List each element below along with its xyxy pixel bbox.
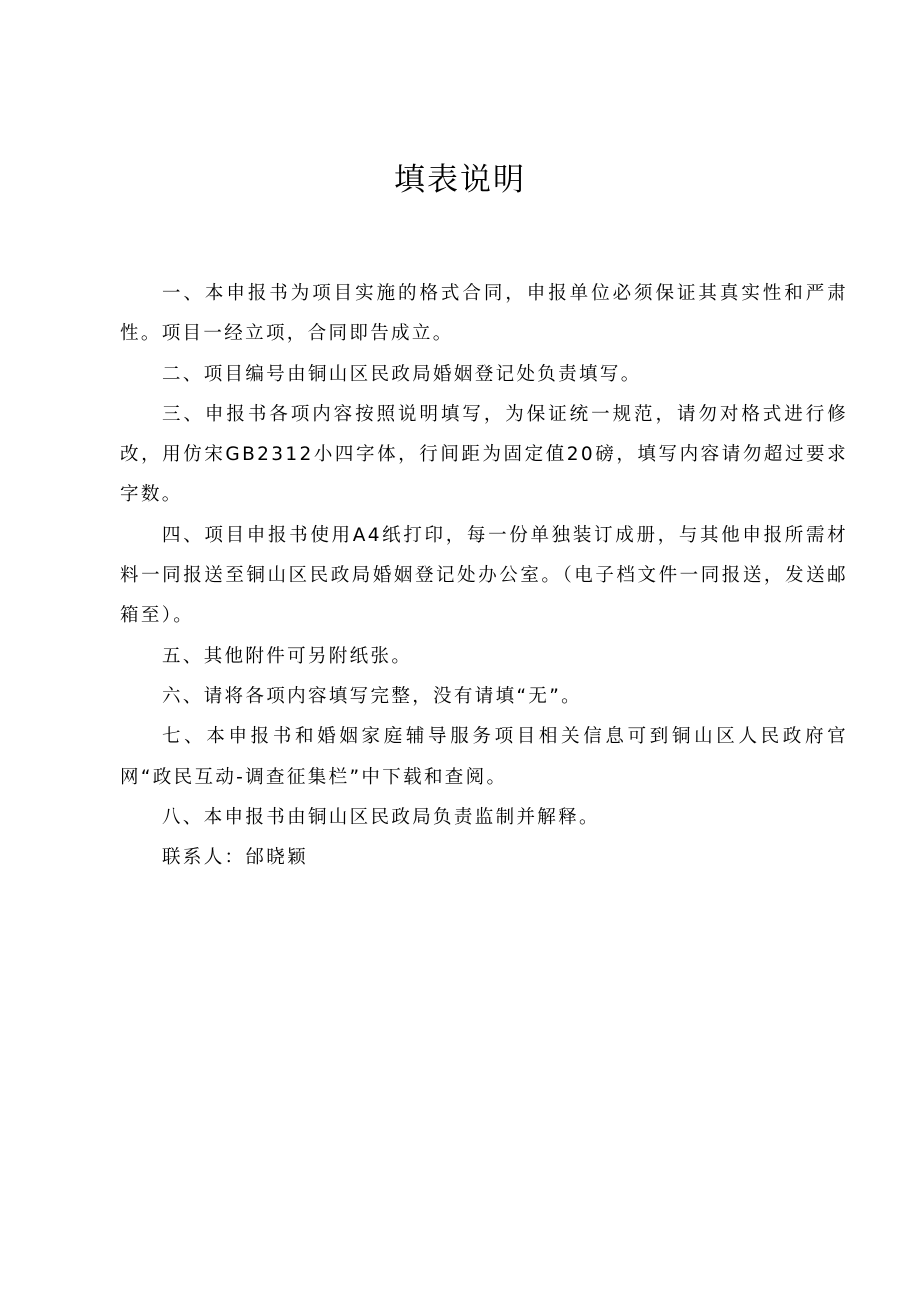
instruction-paragraph-8: 八、本申报书由铜山区民政局负责监制并解释。 [162,806,600,828]
document-title: 填表说明 [394,162,526,198]
instruction-paragraph-5: 五、其他附件可另附纸张。 [162,645,413,667]
instruction-paragraph-3: 三、申报书各项内容按照说明填写，为保证统一规范，请勿对格式进行修改，用仿宋GB2312小四字体，行间距为固定值20磅，填写内容请勿超过要求字数。 [120,403,848,506]
contact-label: 联系人： [162,847,246,869]
instruction-paragraph-4: 四、项目申报书使用A4纸打印，每一份单独装订成册，与其他申报所需材料一同报送至铜山区民政局婚姻登记处办公室。（电子档文件一同报送，发送邮箱至）。 [120,524,848,627]
contact-line [120,838,848,878]
instruction-paragraph-1: 一、本申报书为项目实施的格式合同，申报单位必须保证其真实性和严肃性。项目一经立项，合同即告成立。 [120,283,848,345]
instruction-paragraph-6: 六、请将各项内容填写完整，没有请填“无”。 [162,685,583,707]
contact-name: 邰晓颖 [245,847,308,869]
instruction-paragraph-2: 二、项目编号由铜山区民政局婚姻登记处负责填写。 [162,363,642,385]
instruction-paragraph-7: 七、本申报书和婚姻家庭辅导服务项目相关信息可到铜山区人民政府官网“政民互动-调查征集栏”中下载和查阅。 [120,726,848,788]
instructions-body [120,274,848,878]
